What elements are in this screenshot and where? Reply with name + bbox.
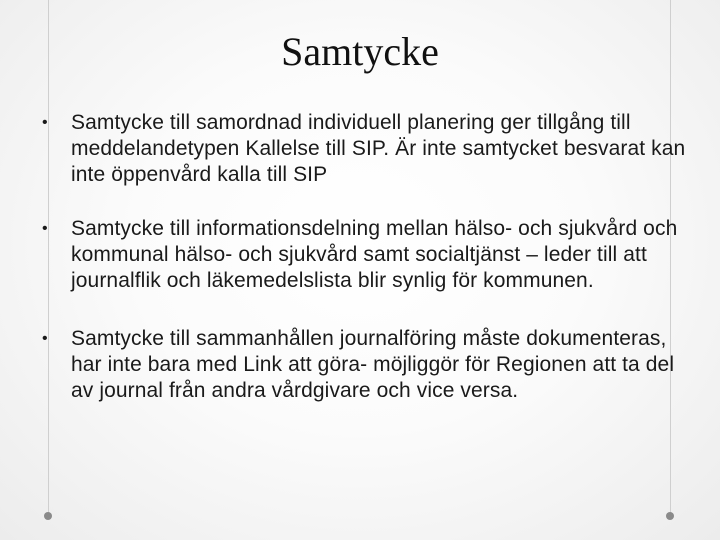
bullet-item — [40, 326, 690, 404]
bullet-marker: • — [42, 114, 48, 131]
bullet-list — [40, 110, 690, 432]
bullet-marker: • — [42, 330, 48, 347]
decorative-dot-right — [666, 512, 674, 520]
bullet-item — [40, 110, 690, 188]
bullet-text: Samtycke till informationsdelning mellan hälso- och sjukvård och kommunal hälso- och sjukvård samt socialtjänst – leder till att journalflik och läkemedelslista blir synlig för kommunen. — [71, 217, 678, 292]
slide-title: Samtycke — [281, 29, 439, 74]
bullet-item — [40, 216, 690, 294]
decorative-dot-left — [44, 512, 52, 520]
bullet-text: Samtycke till sammanhållen journalföring måste dokumenteras, har inte bara med Link att göra- möjliggör för Regionen att ta del av journal från andra vårdgivare och vice versa. — [71, 327, 675, 402]
bullet-text: Samtycke till samordnad individuell planering ger tillgång till meddelandetypen Kallelse till SIP. Är inte samtycket besvarat kan inte öppenvård kalla till SIP — [71, 111, 686, 186]
bullet-marker: • — [42, 220, 48, 237]
